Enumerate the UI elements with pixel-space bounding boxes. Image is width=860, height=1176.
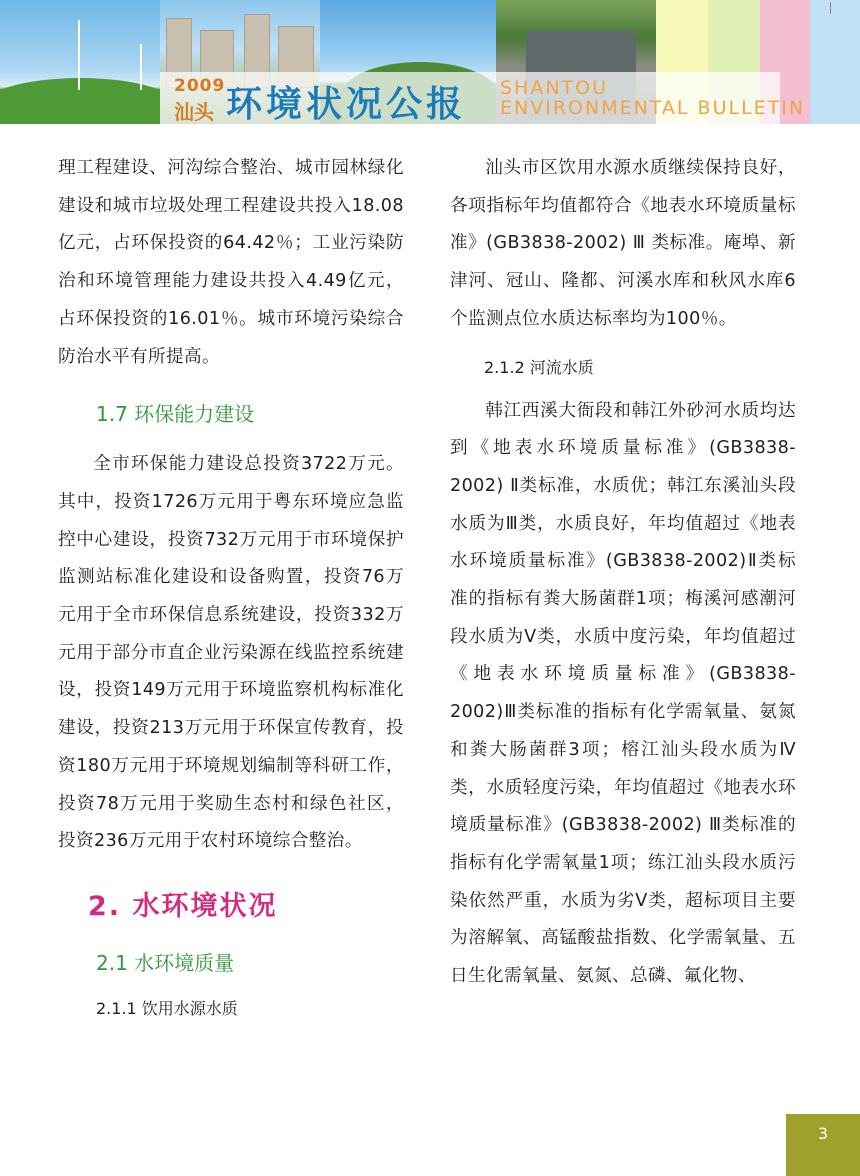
right-column — [450, 150, 796, 996]
turbine-tower — [140, 44, 142, 90]
english-title — [500, 78, 805, 118]
bulletin-title: 环境状况公报 — [226, 84, 467, 124]
hill-shape — [0, 78, 160, 124]
page-number-box — [786, 1114, 860, 1176]
page-number: 3 — [817, 1124, 829, 1143]
header-banner — [0, 0, 860, 124]
wind-turbine-photo — [0, 0, 160, 124]
paragraph-capacity-building: 全市环保能力建设总投资3722万元。其中，投资1726万元用于粤东环境应急监控中心建设，投资732万元用于市环境保护监测站标准化建设和设备购置，投资76万元用于全市环保信息系统建设，投资332万元用于部分市直企业污染源在线监控系统建设，投资149万元用于环境监察机构标准化建设，投资213万元用于环保宣传教育，投资180万元用于环境规划编制等科研工作，投资78万元用于奖励生态村和绿色社区，投资236万元用于农村环境综合整治。 — [58, 454, 404, 852]
bulletin-city: 汕头 — [174, 100, 214, 124]
paragraph-river-water: 韩江西溪大衙段和韩江外砂河水质均达到《地表水环境质量标准》(GB3838-2002) Ⅱ类标准，水质优；韩江东溪汕头段水质为Ⅲ类，水质良好，年均值超过《地表水环境质量标准》(GB3838-2002)Ⅱ类标准的指标有粪大肠菌群1项；梅溪河感潮河段水质为Ⅴ类，水质中度污染，年均值超过《地表水环境质量标准》(GB3838-2002)Ⅲ类标准的指标有化学需氧量、氨氮和粪大肠菌群3项；榕江汕头段水质为Ⅳ类，水质轻度污染，年均值超过《地表水环境质量标准》(GB3838-2002) Ⅲ类标准的指标有化学需氧量1项；练江汕头段水质污染依然严重，水质为劣Ⅴ类，超标项目主要为溶解氧、高锰酸盐指数、化学需氧量、五日生化需氧量、氨氮、总磷、氟化物、 — [450, 400, 796, 987]
heading-2-water-environment: 2. 水环境状况 — [88, 890, 278, 922]
turbine-tower — [78, 20, 80, 90]
heading-1-7: 1.7 环保能力建设 — [96, 402, 255, 427]
paragraph-drinking-water: 汕头市区饮用水源水质继续保持良好，各项指标年均值都符合《地表水环境质量标准》(GB3838-2002) Ⅲ 类标准。庵埠、新津河、冠山、隆都、河溪水库和秋风水库6个监测点位水质达标率均为100％。 — [450, 158, 796, 329]
color-stripe — [810, 0, 860, 124]
paragraph-investment-summary: 理工程建设、河沟综合整治、城市园林绿化建设和城市垃圾处理工程建设共投入18.08亿元，占环保投资的64.42％；工业污染防治和环境管理能力建设共投入4.49亿元，占环保投资的16.01％。城市环境污染综合防治水平有所提高。 — [58, 158, 404, 367]
bulletin-year: 2009 — [174, 76, 226, 96]
crop-mark — [830, 2, 840, 14]
heading-2-1-1: 2.1.1 饮用水源水质 — [96, 998, 238, 1018]
heading-2-1-2: 2.1.2 河流水质 — [484, 357, 594, 377]
heading-2-1: 2.1 水环境质量 — [96, 950, 235, 975]
left-column — [58, 150, 404, 1027]
english-title-line1: SHANTOU — [500, 77, 609, 99]
english-title-line2: ENVIRONMENTAL BULLETIN — [500, 97, 806, 119]
